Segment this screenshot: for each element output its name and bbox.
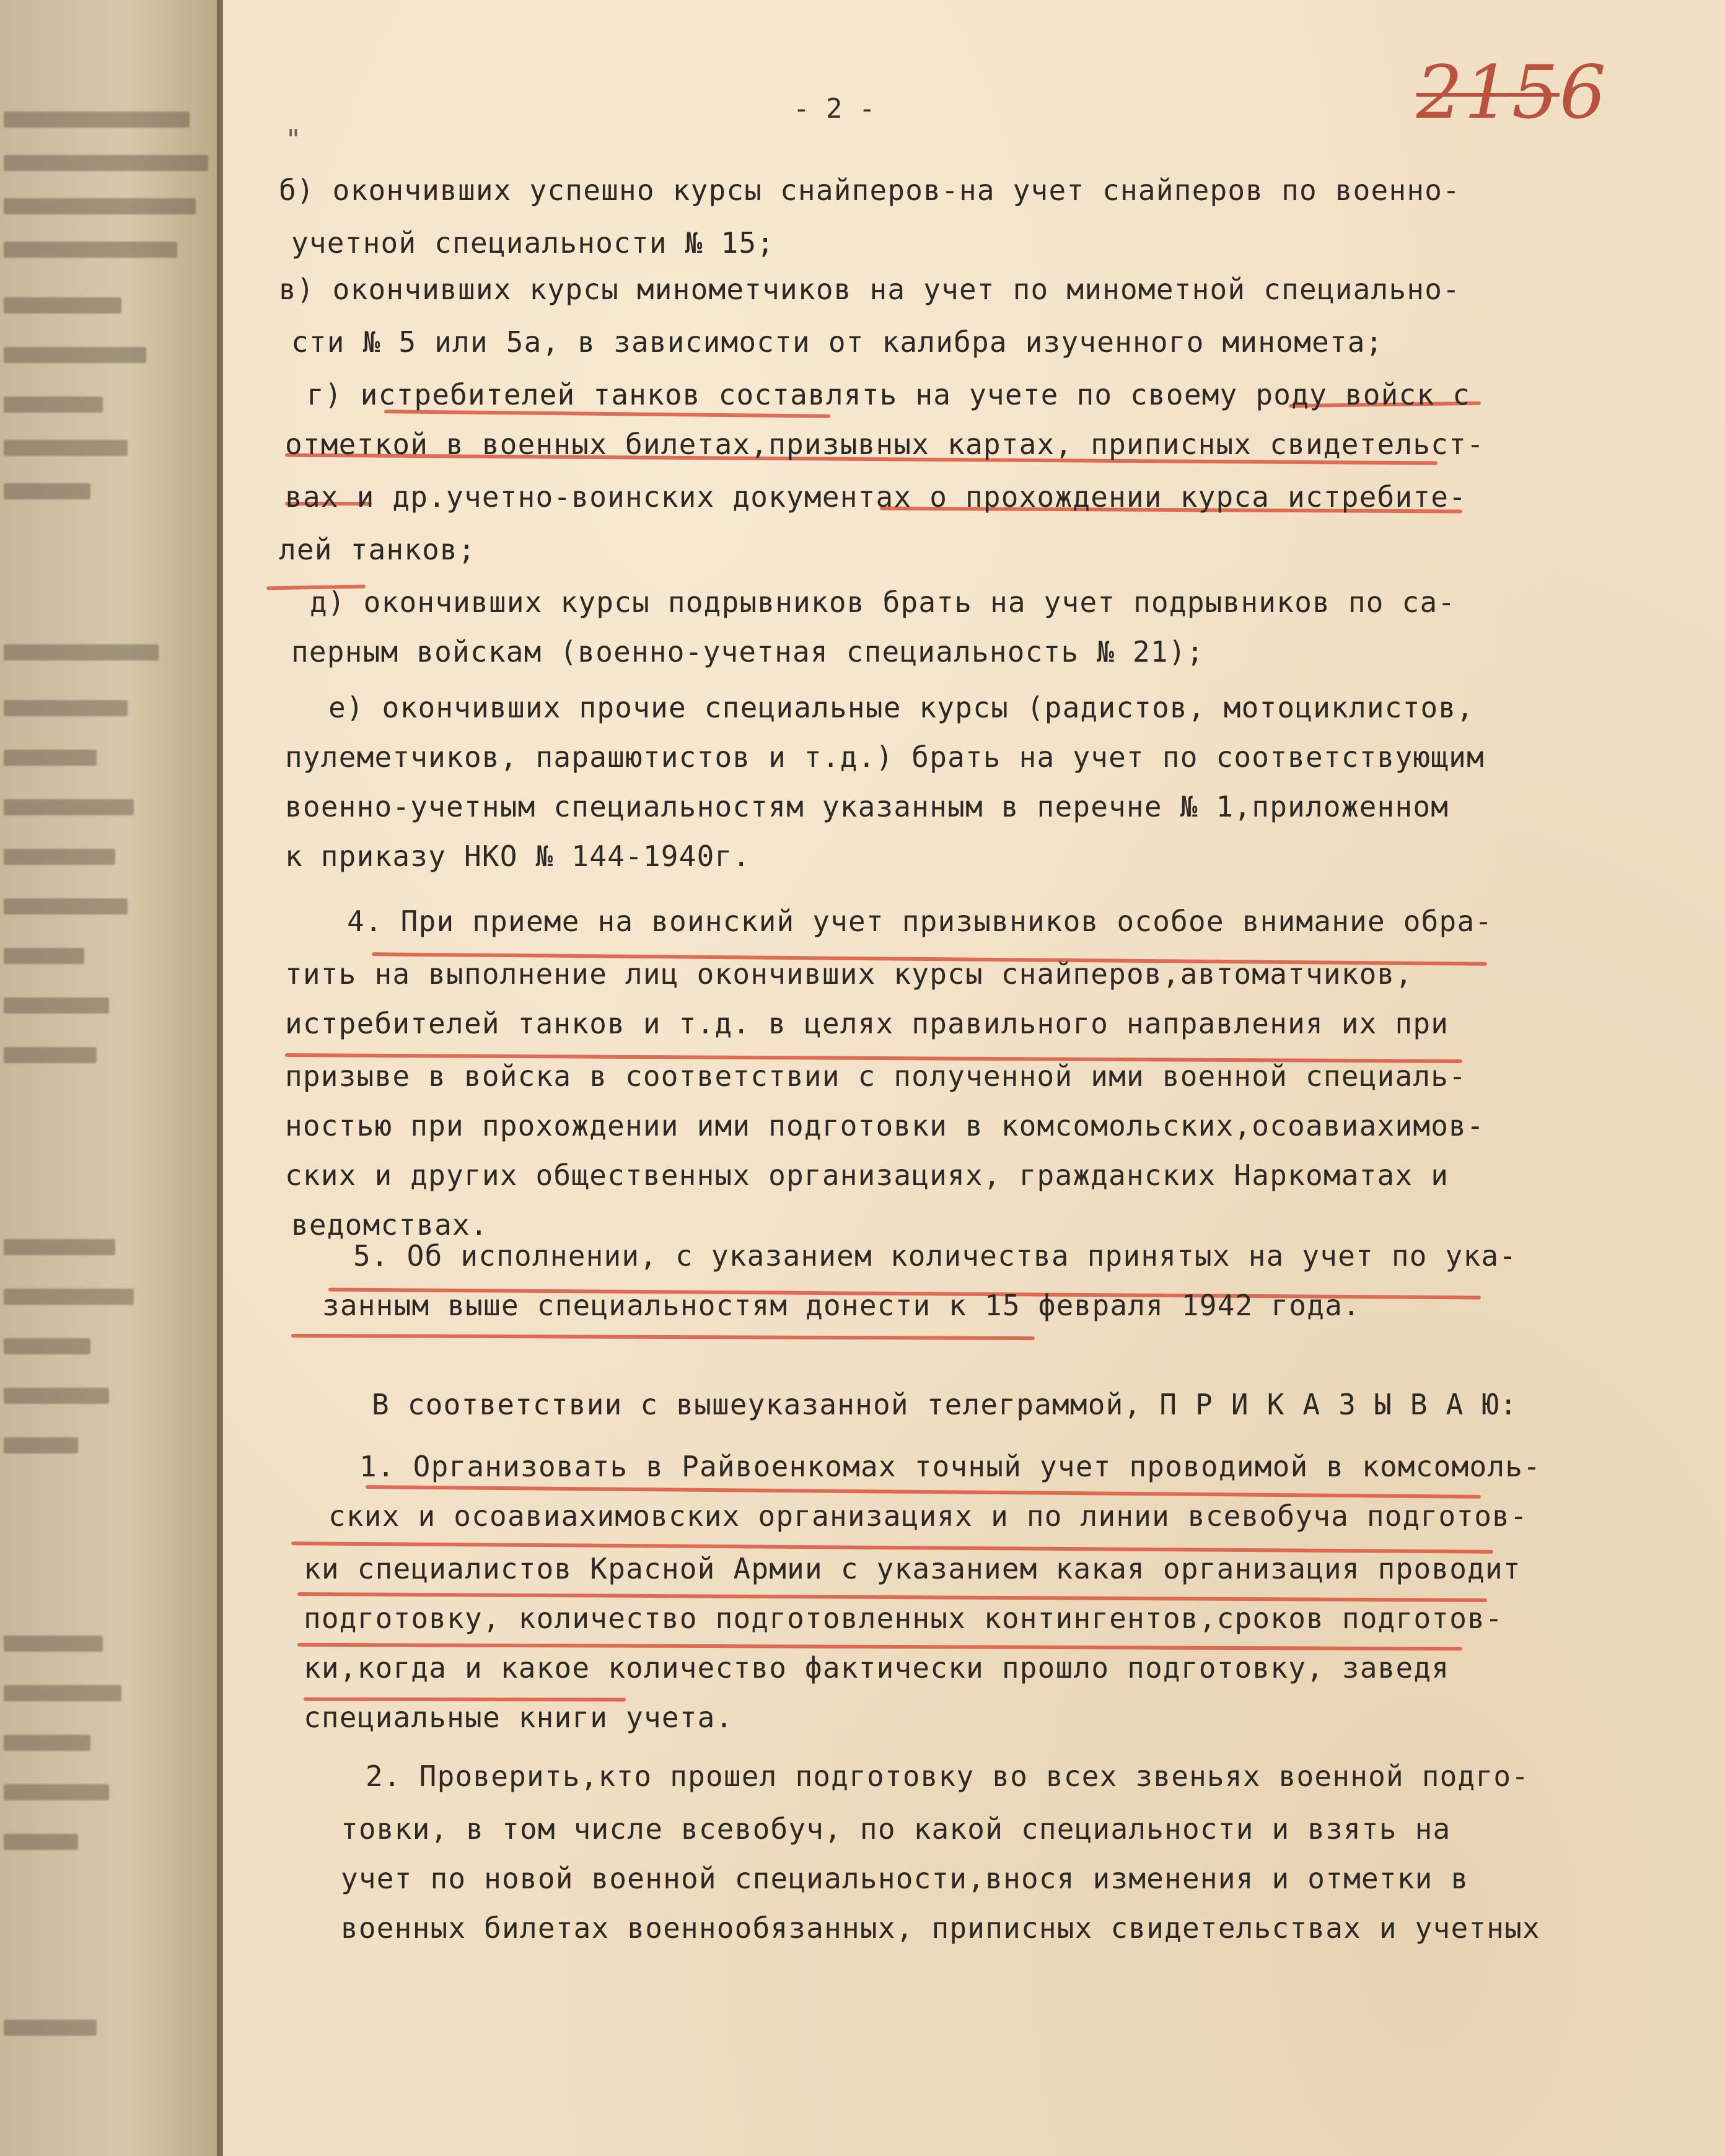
page-number: - 2 - (793, 93, 876, 125)
text-line: тить на выполнение лиц окончивших курсы снайперов,автоматчиков, (285, 957, 1413, 991)
text-line: сти № 5 или 5а, в зависимости от калибра изученного миномета; (291, 325, 1384, 359)
text-line: учет по новой военной специальности,внося изменения и отметки в (341, 1862, 1469, 1895)
text-line: подготовку, количество подготовленных контингентов,сроков подготов- (304, 1602, 1503, 1635)
text-line: 5. Об исполнении, с указанием количества принятых на учет по ука- (353, 1239, 1517, 1273)
text-line: учетной специальности № 15; (291, 226, 775, 260)
text-line: 4. При приеме на воинский учет призывников особое внимание обра- (347, 905, 1493, 938)
text-line: ки,когда и какое количество фактически прошло подготовку, заведя (304, 1651, 1450, 1685)
archive-number-old: 215 (1416, 50, 1560, 135)
text-line: лей танков; (279, 533, 476, 566)
text-line: истребителей танков и т.д. в целях правильного направления их при (285, 1007, 1449, 1040)
pencil-underline (297, 1592, 1487, 1602)
text-line: занным выше специальностям донести к 15 февраля 1942 года. (322, 1289, 1361, 1322)
text-line: В соответствии с вышеуказанной телеграммой, П Р И К А З Ы В А Ю: (372, 1388, 1518, 1421)
text-line: специальные книги учета. (304, 1701, 734, 1734)
text-line: перным войскам (военно-учетная специальность № 21); (291, 635, 1205, 668)
text-line: ностью при прохождении ими подготовки в комсомольских,осоавиахимов- (285, 1109, 1485, 1142)
text-line: призыве в войска в соответствии с полученной ими военной специаль- (285, 1059, 1467, 1093)
text-line: военно-учетным специальностям указанным в перечне № 1,приложенном (285, 790, 1449, 823)
text-line heavy: в) окончивших курсы минометчиков на учет по минометной специально- (279, 273, 1461, 306)
text-line: товки, в том числе всевобуч, по какой специальности и взять на (341, 1812, 1451, 1846)
document-page (223, 0, 1725, 2156)
text-line: пулеметчиков, парашютистов и т.д.) брать на учет по соответствующим (285, 740, 1485, 774)
text-line: е) окончивших прочие специальные курсы (радистов, мотоциклистов, (328, 691, 1475, 724)
archive-number-new: 6 (1559, 50, 1607, 135)
text-line: ведомствах. (291, 1208, 488, 1242)
pencil-underline (366, 1485, 1481, 1499)
text-line: б) окончивших успешно курсы снайперов-на учет снайперов по военно- (279, 173, 1461, 207)
text-line: 2. Проверить,кто прошел подготовку во всех звеньях военной подго- (366, 1759, 1530, 1793)
pencil-underline (291, 1334, 1035, 1340)
margin-mark: " (285, 124, 302, 156)
text-line: ки специалистов Красной Армии с указанием какая организация проводит (304, 1552, 1521, 1585)
text-line: ских и осоавиахимовских организациях и по линии всевобуча подготов- (328, 1499, 1528, 1533)
text-line: 1. Организовать в Райвоенкомах точный учет проводимой в комсомоль- (359, 1450, 1542, 1483)
text-line: вах и др.учетно-воинских документах о прохождении курса истребите- (285, 480, 1467, 514)
text-line: ских и других общественных организациях, гражданских Наркоматах и (285, 1159, 1449, 1192)
pencil-underline (297, 1643, 1462, 1651)
previous-page-edge (0, 0, 230, 2156)
text-line: военных билетах военнообязанных, приписных свидетельствах и учетных (341, 1911, 1540, 1945)
text-line: д) окончивших курсы подрывников брать на учет подрывников по са- (310, 585, 1456, 619)
text-line: г) истребителей танков составлять на учете по своему роду войск с (307, 378, 1471, 411)
typewritten-body (223, 0, 1725, 2156)
text-line: к приказу НКО № 144-1940г. (285, 839, 751, 873)
text-line: отметкой в военных билетах,призывных картах, приписных свидетельст- (285, 427, 1485, 461)
